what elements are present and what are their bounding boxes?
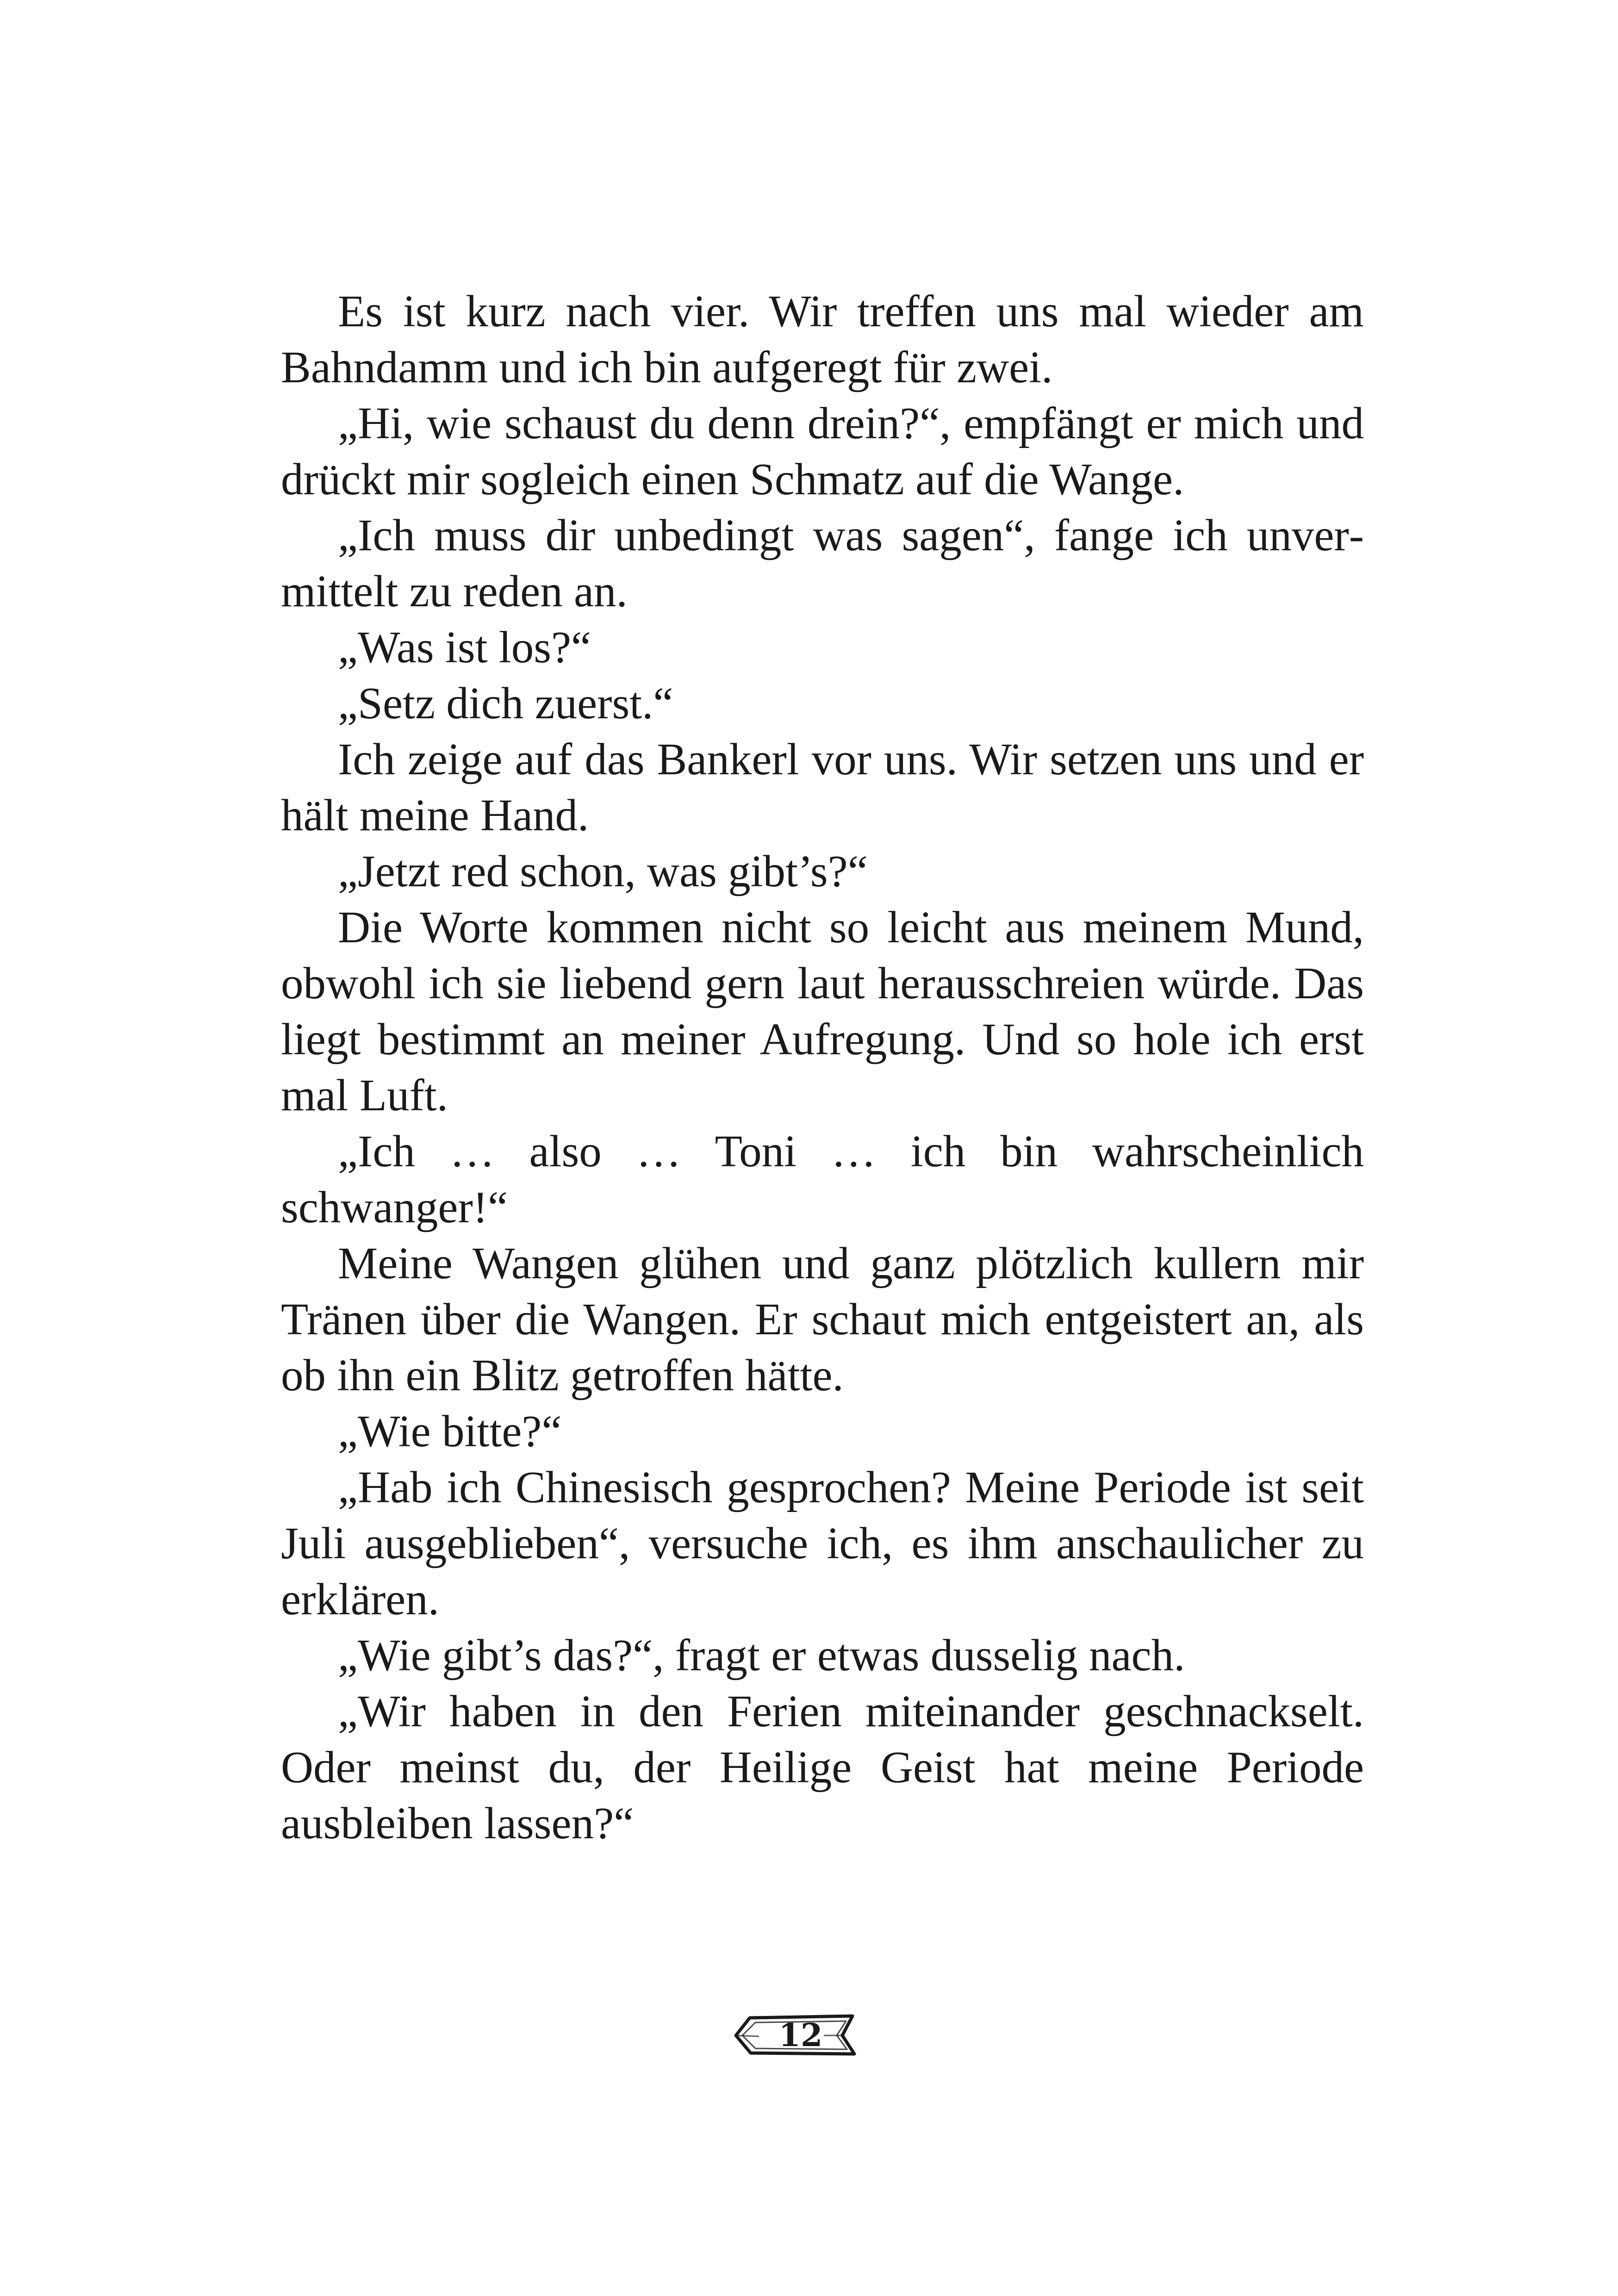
paragraph: „Was ist los?“: [338, 622, 591, 672]
paragraph: „Hi, wie schaust du denn drein?“, empfängt er mich und drückt mir sogleich einen Schmatz auf die Wange.: [281, 398, 1364, 504]
paragraph: Es ist kurz nach vier. Wir treffen uns mal wieder am Bahndamm und ich bin aufgeregt für zwei.: [281, 286, 1364, 392]
paragraph: „Wie gibt’s das?“, fragt er etwas dusselig nach.: [338, 1630, 1185, 1680]
paragraph: „Hab ich Chinesisch gesprochen? Meine Periode ist seit Juli ausgeblieben“, versuche ich, es ihm anschaulicher zu erklären.: [281, 1462, 1364, 1624]
page-number-badge: [731, 2008, 870, 2063]
paragraph: „Wir haben in den Ferien miteinander geschnackselt. Oder meinst du, der Heilige Geist hat meine Periode ausbleiben lassen?“: [281, 1686, 1364, 1848]
paragraph: Die Worte kommen nicht so leicht aus meinem Mund, obwohl ich sie liebend gern laut herausschreien würde. Das liegt bestimmt an meiner Aufregung. Und so hole ich erst mal Luft.: [281, 902, 1364, 1120]
paragraph: Ich zeige auf das Bankerl vor uns. Wir setzen uns und er hält meine Hand.: [281, 734, 1364, 840]
body-text: [281, 283, 1364, 1851]
paragraph: „Wie bitte?“: [338, 1406, 562, 1456]
page-number: 12: [778, 2017, 823, 2054]
paragraph: „Setz dich zuerst.“: [338, 678, 673, 728]
paragraph: Meine Wangen glühen und ganz plötzlich kullern mir Tränen über die Wangen. Er schaut mich entgeistert an, als ob ihn ein Blitz getroffen hätte.: [281, 1238, 1364, 1400]
paragraph: „Jetzt red schon, was gibt’s?“: [338, 846, 868, 896]
paragraph: „Ich muss dir unbedingt was sagen“, fange ich unvermittelt zu reden an.: [281, 510, 1364, 616]
paragraph: „Ich … also … Toni … ich bin wahrscheinlich schwanger!“: [281, 1126, 1364, 1232]
